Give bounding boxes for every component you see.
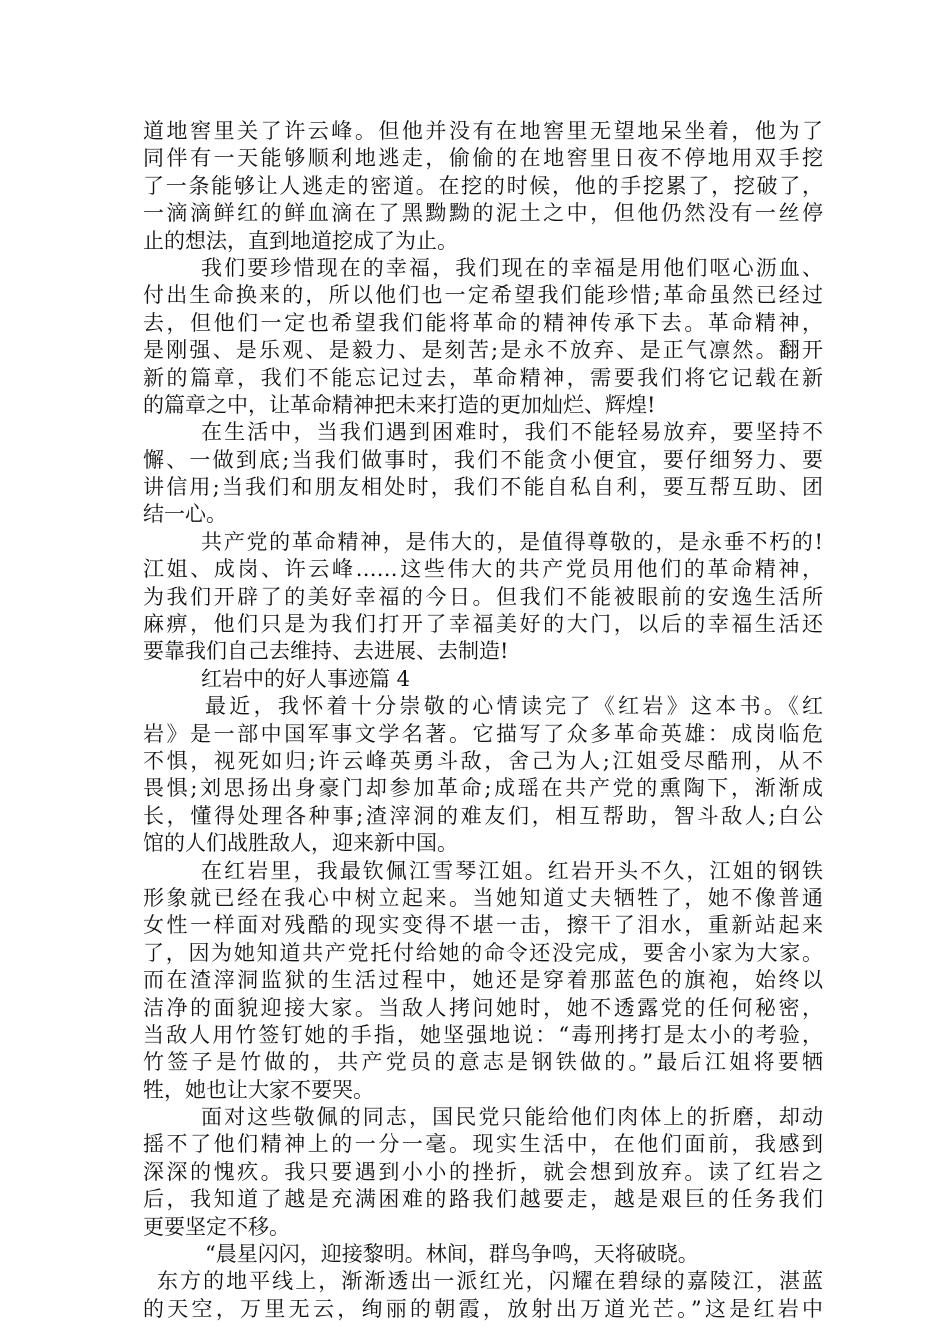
text-line: 长，懂得处理各种事;渣滓洞的难友们，相互帮助，智斗敌人;白公: [143, 803, 823, 828]
text-line: 了一条能够让人逃走的密道。在挖的时候，他的手挖累了，挖破了，: [143, 173, 823, 198]
text-line: 麻痹，他们只是为我们打开了幸福美好的大门，以后的幸福生活还: [143, 612, 823, 637]
text-line: 在生活中，当我们遇到困难时，我们不能轻易放弃，要坚持不: [201, 420, 823, 445]
text-line: 止的想法，直到地道挖成了为止。: [143, 228, 458, 253]
text-line: 东方的地平线上，渐渐透出一派红光，闪耀在碧绿的嘉陵江，湛蓝: [157, 1269, 823, 1294]
text-line: 讲信用;当我们和朋友相处时，我们不能自私自利，要互帮互助、团: [143, 475, 823, 500]
text-line: 不惧，视死如归;许云峰英勇斗敌，舍己为人;江姐受尽酷刑，从不: [143, 748, 823, 773]
text-line: 要靠我们自己去维持、去进展、去制造!: [143, 639, 509, 664]
text-line: 最近，我怀着十分崇敬的心情读完了《红岩》这本书。《红: [205, 694, 823, 719]
text-line: 洁净的面貌迎接大家。当敌人拷问她时，她不透露党的任何秘密，: [143, 995, 823, 1020]
text-line: 新的篇章，我们不能忘记过去，革命精神，需要我们将它记载在新: [143, 365, 823, 390]
text-line: 江姐、成岗、许云峰……这些伟大的共产党员用他们的革命精神，: [143, 557, 823, 582]
text-line: 面对这些敬佩的同志，国民党只能给他们肉体上的折磨，却动: [201, 1105, 823, 1130]
text-line: 岩》是一部中国军事文学名著。它描写了众多革命英雄：成岗临危: [143, 721, 823, 746]
text-line: 付出生命换来的，所以他们也一定希望我们能珍惜;革命虽然已经过: [143, 283, 823, 308]
text-line: 去，但他们一定也希望我们能将革命的精神传承下去。革命精神，: [143, 310, 823, 335]
text-line: 懈、一做到底;当我们做事时，我们不能贪小便宜，要仔细努力、要: [143, 447, 823, 472]
text-line: 馆的人们战胜敌人，迎来新中国。: [143, 831, 458, 856]
text-line: 共产党的革命精神，是伟大的，是值得尊敬的，是永垂不朽的!: [201, 529, 823, 554]
text-line: 了，因为她知道共产党托付给她的命令还没完成，要舍小家为大家。: [143, 940, 823, 965]
text-line: 更要坚定不移。: [143, 1214, 290, 1239]
text-line: 摇不了他们精神上的一分一毫。现实生活中，在他们面前，我感到: [143, 1132, 823, 1157]
text-line: 的篇章之中，让革命精神把未来打造的更加灿烂、辉煌!: [143, 392, 656, 417]
section-heading: 红岩中的好人事迹篇 4: [201, 666, 411, 691]
text-line: 道地窖里关了许云峰。但他并没有在地窖里无望地呆坐着，他为了: [143, 119, 823, 143]
text-line: 女性一样面对残酷的现实变得不堪一击，擦干了泪水，重新站起来: [143, 913, 823, 938]
text-line: 一滴滴鲜红的鲜血滴在了黑黝黝的泥土之中，但他仍然没有一丝停: [143, 201, 823, 226]
text-line: 的天空，万里无云，绚丽的朝霞，放射出万道光芒。”这是红岩中: [143, 1296, 823, 1321]
text-line: 当敌人用竹签钉她的手指，她坚强地说：“毒刑拷打是太小的考验，: [143, 1022, 823, 1047]
text-line: 后，我知道了越是充满困难的路我们越要走，越是艰巨的任务我们: [143, 1187, 823, 1212]
text-line: 牲，她也让大家不要哭。: [143, 1077, 374, 1102]
text-line: 而在渣滓洞监狱的生活过程中，她还是穿着那蓝色的旗袍，始终以: [143, 968, 823, 993]
text-line: 深深的愧疚。我只要遇到小小的挫折，就会想到放弃。读了红岩之: [143, 1159, 823, 1184]
text-line: 在红岩里，我最钦佩江雪琴江姐。红岩开头不久，江姐的钢铁: [201, 858, 823, 883]
text-line: 结一心。: [143, 502, 227, 527]
text-line: “晨星闪闪，迎接黎明。林间，群鸟争鸣，天将破晓。: [205, 1242, 699, 1267]
text-line: 是刚强、是乐观、是毅力、是刻苦;是永不放弃、是正气凛然。翻开: [143, 338, 823, 363]
text-line: 同伴有一天能够顺利地逃走，偷偷的在地窖里日夜不停地用双手挖: [143, 146, 823, 171]
text-line: 为我们开辟了的美好幸福的今日。但我们不能被眼前的安逸生活所: [143, 584, 823, 609]
document-page: [143, 118, 823, 1323]
text-line: 畏惧;刘思扬出身豪门却参加革命;成瑶在共产党的熏陶下，渐渐成: [143, 776, 823, 801]
text-line: 竹签子是竹做的，共产党员的意志是钢铁做的。”最后江姐将要牺: [143, 1050, 823, 1075]
text-line: 我们要珍惜现在的幸福，我们现在的幸福是用他们呕心沥血、: [201, 255, 823, 280]
text-line: 形象就已经在我心中树立起来。当她知道丈夫牺牲了，她不像普通: [143, 885, 823, 910]
